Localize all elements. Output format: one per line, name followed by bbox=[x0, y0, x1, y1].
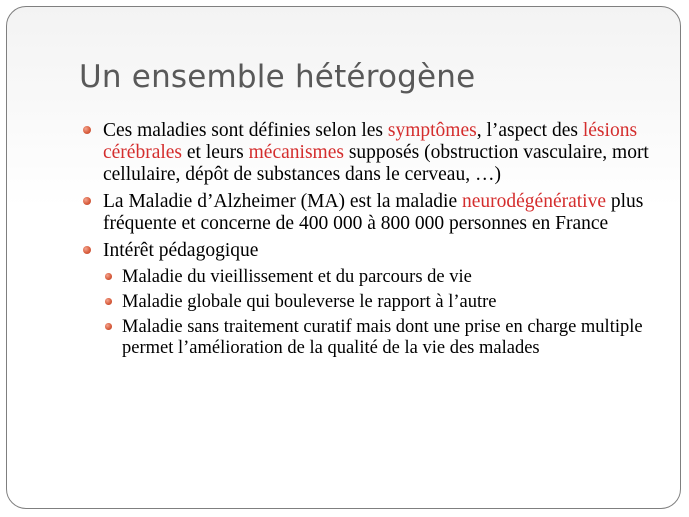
sub-bullet-item-1 bbox=[105, 267, 653, 288]
highlight-term-neurodegenerative: neurodégénérative bbox=[461, 191, 606, 212]
sub-bullet-item-3 bbox=[105, 317, 653, 359]
bullet-text-segment: plus fréquente et concerne de 400 000 à 800 000 personnes en France bbox=[103, 191, 644, 234]
bullet-marker-icon bbox=[83, 126, 91, 134]
sub-bullet-marker-icon bbox=[105, 323, 112, 330]
sub-bullet-item-2 bbox=[105, 292, 653, 313]
slide-frame bbox=[6, 6, 681, 509]
bullet-marker-icon bbox=[83, 197, 91, 205]
sub-bullet-marker-icon bbox=[105, 298, 112, 305]
sub-bullet-text: Maladie sans traitement curatif mais dont une prise en charge multiple permet l’amélioration de la qualité de la vie des malades bbox=[122, 317, 643, 358]
bullet-marker-icon bbox=[83, 246, 91, 254]
sub-bullet-marker-icon bbox=[105, 273, 112, 280]
bullet-item-1 bbox=[83, 120, 653, 186]
highlight-term-mecanismes: mécanismes bbox=[248, 142, 344, 163]
bullet-text-segment: Ces maladies sont définies selon les bbox=[103, 120, 388, 141]
bullet-item-3 bbox=[83, 240, 653, 262]
bullet-text-segment: Intérêt pédagogique bbox=[103, 240, 259, 261]
sub-bullet-list bbox=[105, 267, 653, 359]
bullet-text-segment: supposés (obstruction vasculaire, mort cellulaire, dépôt de substances dans le cerveau, …) bbox=[103, 142, 649, 185]
highlight-term-lesions: lésions cérébrales bbox=[103, 120, 638, 163]
slide-title: Un ensemble hétérogène bbox=[79, 59, 476, 95]
bullet-item-2 bbox=[83, 191, 653, 235]
slide-content bbox=[83, 120, 653, 363]
sub-bullet-text: Maladie globale qui bouleverse le rapport à l’autre bbox=[122, 292, 497, 312]
bullet-text-segment: et leurs bbox=[182, 142, 249, 163]
bullet-text-segment: La Maladie d’Alzheimer (MA) est la maladie bbox=[103, 191, 462, 212]
sub-bullet-text: Maladie du vieillissement et du parcours de vie bbox=[122, 267, 472, 287]
bullet-text-segment: , l’aspect des bbox=[476, 120, 583, 141]
highlight-term-symptomes: symptômes bbox=[387, 120, 477, 141]
